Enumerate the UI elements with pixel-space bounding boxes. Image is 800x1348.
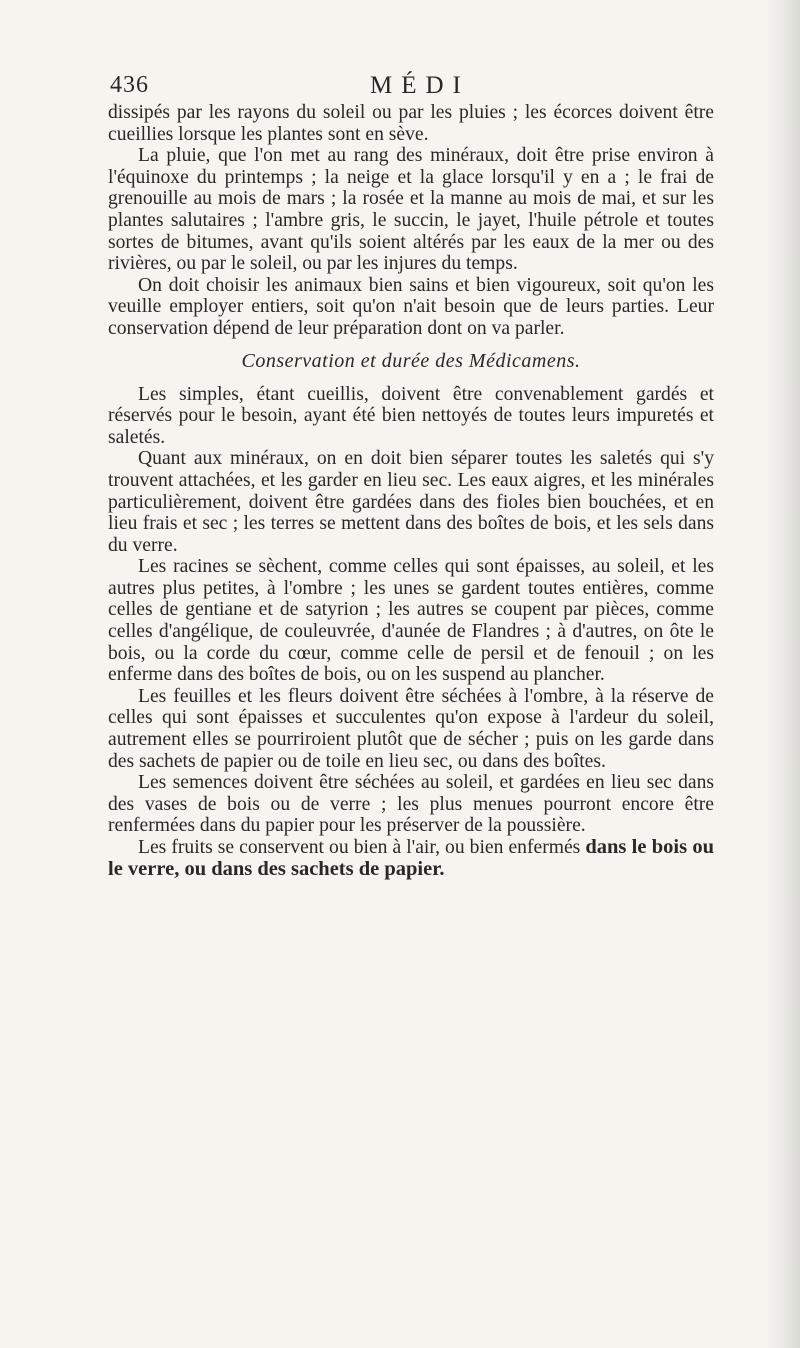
paragraph-fruits-line1: Les fruits se conservent ou bien à l'air, ou bien enfermés [138,837,581,858]
paragraph-roots: Les racines se sèchent, comme celles qui sont épaisses, au soleil, et les autres plus petites, à l'ombre ; les unes se gardent toutes entières, comme celles de gentiane et de satyrion ; les autres se coupent par pièces, comme celles d'angélique, de couleuvrée, d'aunée de Flandres ; à d'autres, on ôte le bois, ou la corde du cœur, comme celle de persil et de fenouil ; on les enferme dans des boîtes de bois, ou on les suspend au plancher. [108,556,714,686]
paragraph-seeds: Les semences doivent être séchées au soleil, et gardées en lieu sec dans des vases de bois ou de verre ; les plus menues pourront encore être renfermées dans du papier pour les préserver de la poussière. [108,772,714,837]
paragraph-leaves-flowers: Les feuilles et les fleurs doivent être séchées à l'ombre, à la réserve de celles qui sont épaisses et succulentes qu'on expose à l'ardeur du soleil, autrement elles se pourriroient plutôt que de sécher ; puis on les garde dans des sachets de papier ou de toile en lieu sec, ou dans des boîtes. [108,685,714,772]
page-number: 436 [110,72,149,98]
paragraph-minerals: Quant aux minéraux, on en doit bien séparer toutes les saletés qui s'y trouvent attachées, et les garder en lieu sec. Les eaux aigres, et les minérales particulièrement, doivent être gardées dans des fioles bien bouchées, et en lieu frais et sec ; les terres se mettent dans des boîtes de bois, et les sels dans du verre. [108,448,714,556]
paragraph-continuation: dissipés par les rayons du soleil ou par les pluies ; les écorces doivent être cueillies lorsque les plantes sont en sève. [108,102,714,145]
paragraph-animals: On doit choisir les animaux bien sains et bien vigoureux, soit qu'on les veuille employer entiers, soit qu'on n'ait besoin que de leurs parties. Leur conservation dépend de leur préparation dont on va parler. [108,274,714,339]
page-edge-shadow [766,0,800,1348]
paragraph-fruits-line2: dans le bois ou le verre, ou dans des sachets de papier. [108,836,714,880]
page-text-block [108,62,714,880]
page-header [108,62,714,102]
paragraph-rain: La pluie, que l'on met au rang des minéraux, doit être prise environ à l'équinoxe du printemps ; la neige et la glace lorsqu'il y en a ; le frai de grenouille au mois de mars ; la rosée et la manne au mois de mai, et sur les plantes salutaires ; l'ambre gris, le succin, le jayet, l'huile pétrole et toutes sortes de bitumes, avant qu'ils soient altérés par les eaux de la mer ou des rivières, ou par le soleil, ou par les injures du temps. [108,145,714,275]
paragraph-simples: Les simples, étant cueillis, doivent être convenablement gardés et réservés pour le besoin, ayant été bien nettoyés de toutes leurs impuretés et saletés. [108,383,714,448]
body-text [108,102,714,880]
paragraph-fruits [108,837,714,880]
section-title: Conservation et durée des Médicamens. [241,349,581,372]
running-title: MÉDI [370,72,470,99]
